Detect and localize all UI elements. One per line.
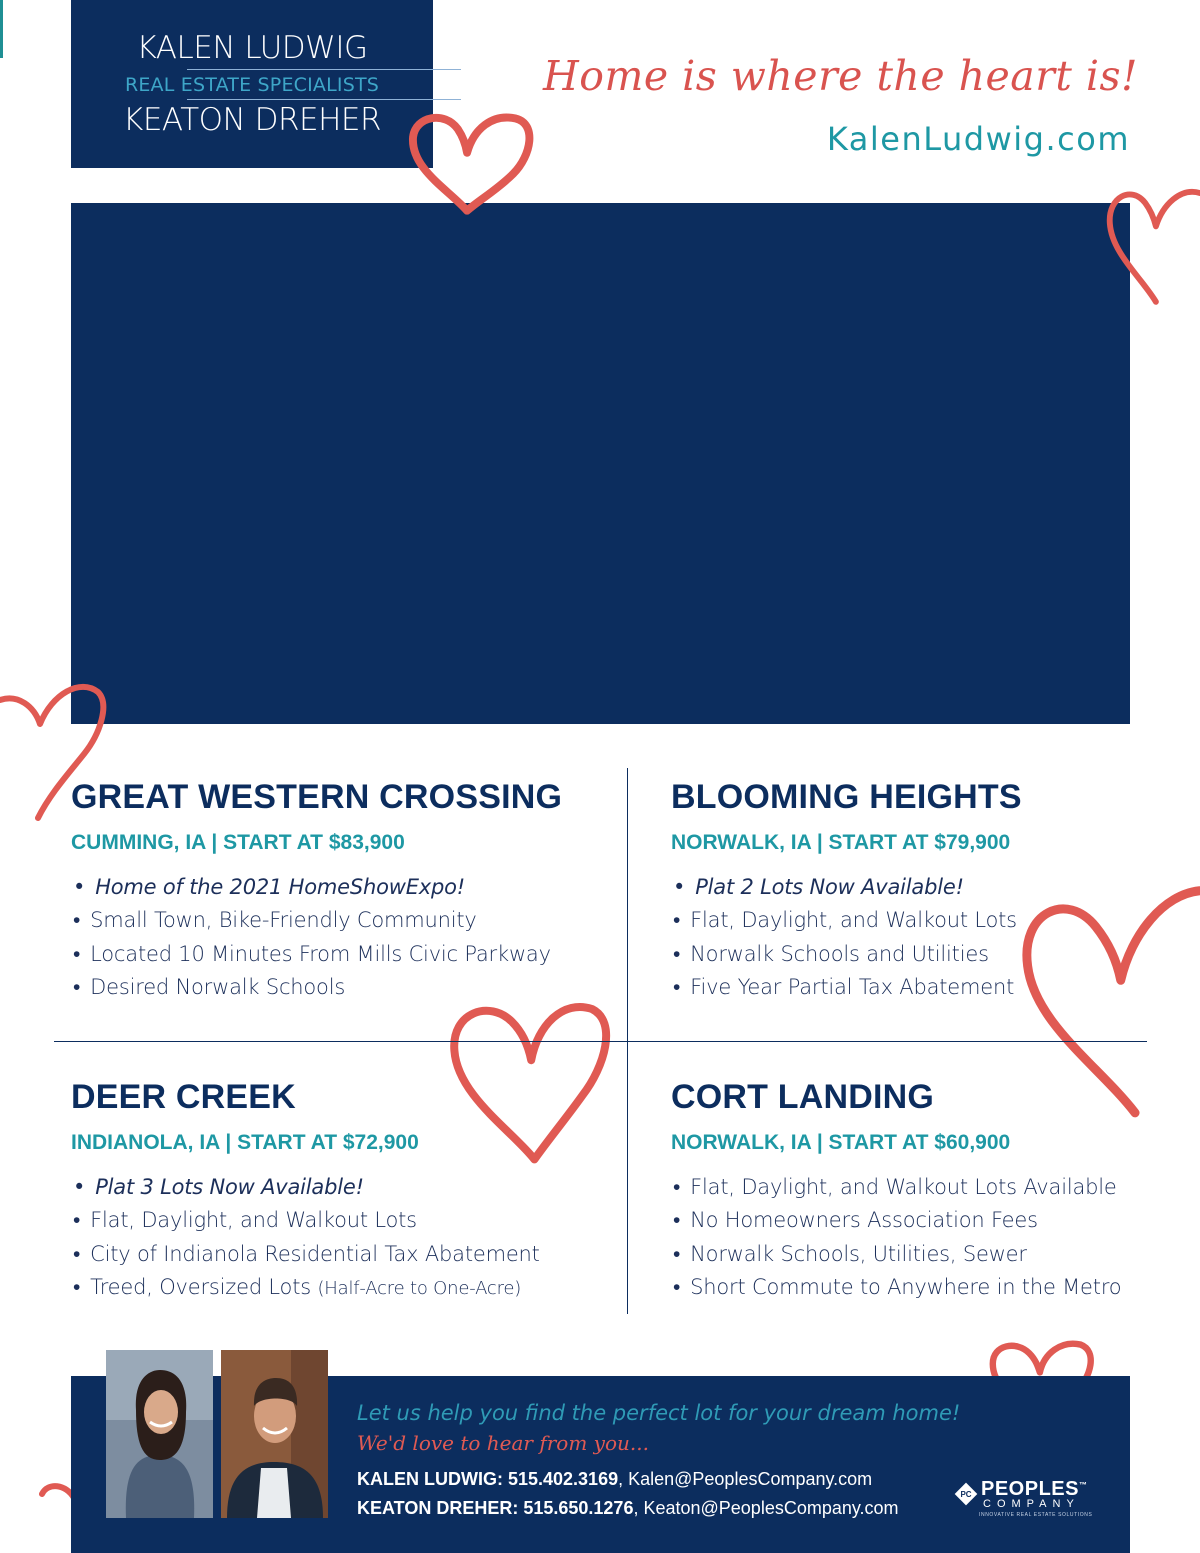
peoples-slogan: INNOVATIVE REAL ESTATE SOLUTIONS xyxy=(979,1512,1093,1518)
listing-great-western-crossing xyxy=(71,780,631,1004)
peoples-diamond-icon xyxy=(953,1481,979,1507)
feature-item: • Plat 3 Lots Now Available! xyxy=(71,1171,631,1204)
listing-title: GREAT WESTERN CROSSING xyxy=(71,778,563,816)
feature-list xyxy=(671,1171,1200,1304)
peoples-name: PEOPLES xyxy=(981,1478,1079,1500)
feature-item: • Flat, Daylight, and Walkout Lots xyxy=(671,904,1200,937)
listing-title: DEER CREEK xyxy=(71,1078,296,1116)
feature-list xyxy=(71,1171,631,1305)
listing-location-price: NORWALK, IA | START AT $79,900 xyxy=(671,831,1011,854)
contact-email[interactable]: , Kalen@PeoplesCompany.com xyxy=(618,1469,873,1489)
listing-location-price: NORWALK, IA | START AT $60,900 xyxy=(671,1131,1011,1154)
feature-item: • Short Commute to Anywhere in the Metro xyxy=(671,1271,1200,1304)
feature-item: • Five Year Partial Tax Abatement xyxy=(671,971,1200,1004)
listing-title: CORT LANDING xyxy=(671,1078,935,1116)
feature-item xyxy=(71,1271,631,1305)
logo-rule-bottom xyxy=(187,99,461,100)
peoples-tm: ™ xyxy=(1078,1480,1088,1490)
feature-item: • Located 10 Minutes From Mills Civic Parkway xyxy=(71,938,631,971)
agent-photo-kalen xyxy=(106,1350,213,1518)
logo-name-bottom: KEATON DREHER xyxy=(122,102,382,138)
feature-item: • Home of the 2021 HomeShowExpo! xyxy=(71,871,631,904)
feature-item: • Norwalk Schools and Utilities xyxy=(671,938,1200,971)
contact-keaton xyxy=(357,1494,960,1523)
peoples-company-logo xyxy=(953,1478,1103,1520)
feature-list xyxy=(71,871,631,1004)
feature-item: • Plat 2 Lots Now Available! xyxy=(671,871,1200,904)
listing-deer-creek xyxy=(71,1080,631,1305)
feature-item: • Flat, Daylight, and Walkout Lots Available xyxy=(671,1171,1200,1204)
listing-title: BLOOMING HEIGHTS xyxy=(671,778,1022,816)
grid-divider-horizontal xyxy=(54,1041,1147,1042)
feature-list xyxy=(671,871,1200,1004)
website-link[interactable]: KalenLudwig.com xyxy=(826,120,1130,158)
feature-item: • No Homeowners Association Fees xyxy=(671,1204,1200,1237)
contact-name-phone[interactable]: KEATON DREHER: 515.650.1276 xyxy=(357,1498,634,1518)
contact-email[interactable]: , Keaton@PeoplesCompany.com xyxy=(633,1498,899,1518)
listing-cort-landing xyxy=(671,1080,1200,1304)
header-tagline: Home is where the heart is! xyxy=(543,52,1138,100)
peoples-mark-text: PC xyxy=(960,1490,972,1499)
logo-subtitle: REAL ESTATE SPECIALISTS xyxy=(124,74,380,96)
peoples-company-sub: COMPANY xyxy=(983,1498,1080,1510)
feature-item-note: (Half-Acre to One-Acre) xyxy=(317,1277,522,1299)
feature-item: • Small Town, Bike-Friendly Community xyxy=(71,904,631,937)
listing-location-price: INDIANOLA, IA | START AT $72,900 xyxy=(71,1131,419,1154)
edge-accent-line xyxy=(0,0,3,58)
contact-name-phone[interactable]: KALEN LUDWIG: 515.402.3169 xyxy=(357,1469,619,1489)
footer-tagline: Let us help you find the perfect lot for your dream home! xyxy=(357,1401,961,1425)
hero-image-panel xyxy=(71,203,1130,724)
contact-kalen xyxy=(357,1465,960,1494)
agent-photo-keaton xyxy=(221,1350,328,1518)
footer-text-block xyxy=(357,1401,960,1523)
feature-item: • City of Indianola Residential Tax Abatement xyxy=(71,1238,631,1271)
logo-rule-top xyxy=(187,69,461,70)
logo-name-top: KALEN LUDWIG xyxy=(136,30,368,66)
feature-item: • Flat, Daylight, and Walkout Lots xyxy=(71,1204,631,1237)
contact-list xyxy=(357,1465,960,1523)
feature-item-text: Treed, Oversized Lots xyxy=(90,1274,311,1299)
agent-logo xyxy=(71,0,433,168)
listing-blooming-heights xyxy=(671,780,1200,1004)
listing-location-price: CUMMING, IA | START AT $83,900 xyxy=(71,831,405,854)
feature-item: • Desired Norwalk Schools xyxy=(71,971,631,1004)
footer-love-line: We'd love to hear from you... xyxy=(357,1431,649,1455)
feature-item: • Norwalk Schools, Utilities, Sewer xyxy=(671,1238,1200,1271)
